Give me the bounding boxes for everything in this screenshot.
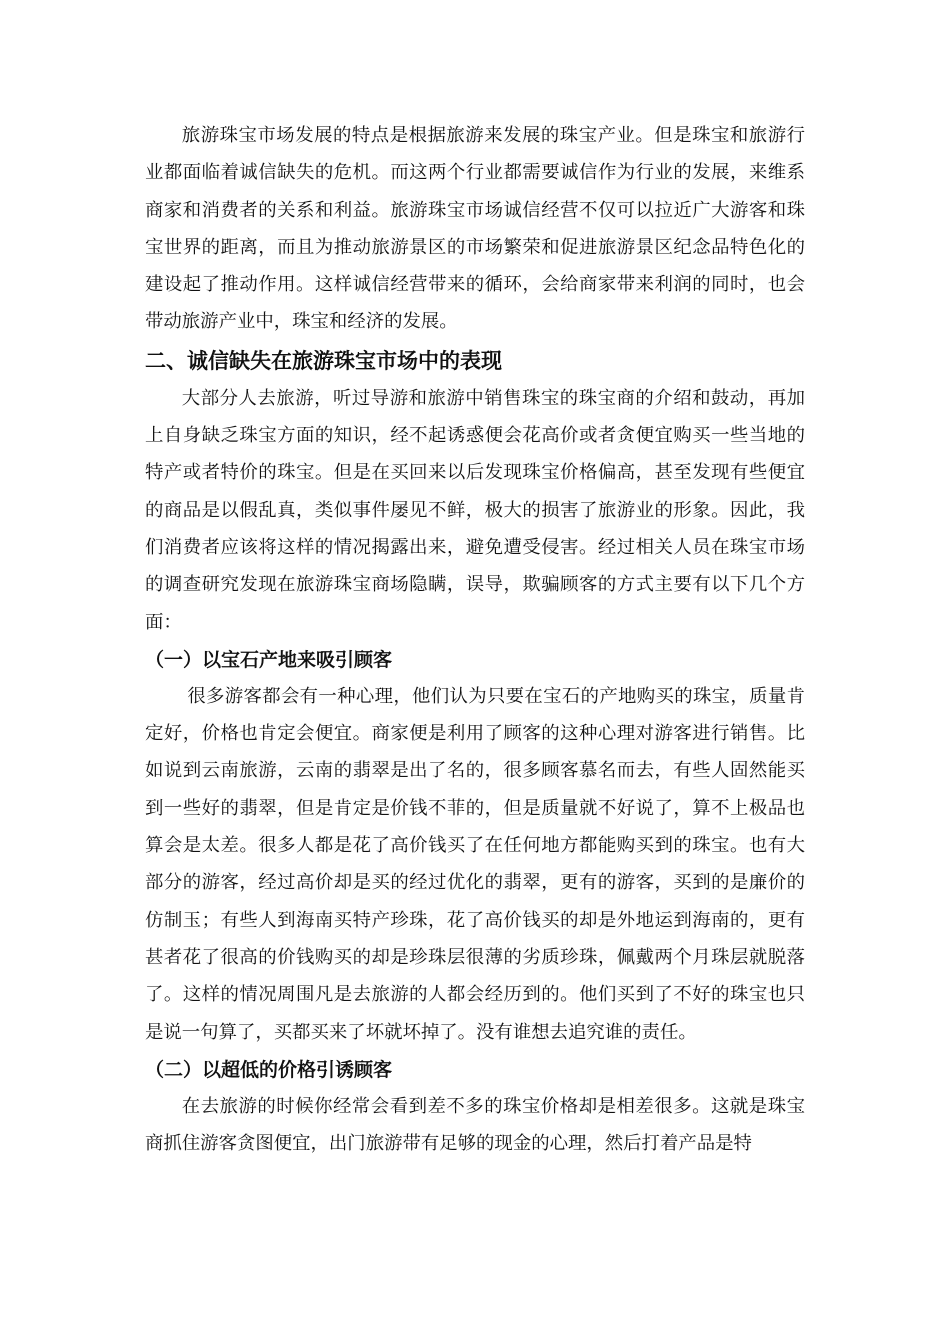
subsection-heading-low-price: （二）以超低的价格引诱顾客 — [145, 1058, 393, 1081]
body-paragraph-overview: 大部分人去旅游，听过导游和旅游中销售珠宝的珠宝商的介绍和鼓动，再加上自身缺乏珠宝方面的知识，经不起诱惑便会花高价或者贪便宜购买一些当地的特产或者特价的珠宝。但是在买回来以后发现珠宝价格偏高，甚至发现有些便宜的商品是以假乱真，类似事件屡见不鲜，极大的损害了旅游业的形象。因此，我们消费者应该将这样的情况揭露出来，避免遭受侵害。经过相关人员在珠宝市场的调查研究发现在旅游珠宝商场隐瞒，误导，欺骗顾客的方式主要有以下几个方面： — [145, 387, 805, 633]
subsection-heading-origin: （一）以宝石产地来吸引顾客 — [145, 648, 393, 671]
body-paragraph-intro: 旅游珠宝市场发展的特点是根据旅游来发展的珠宝产业。但是珠宝和旅游行业都面临着诚信缺失的危机。而这两个行业都需要诚信作为行业的发展，来维系商家和消费者的关系和利益。旅游珠宝市场诚信经营不仅可以拉近广大游客和珠宝世界的距离，而且为推动旅游景区的市场繁荣和促进旅游景区纪念品特色化的建设起了推动作用。这样诚信经营带来的循环，会给商家带来利润的同时，也会带动旅游产业中，珠宝和经济的发展。 — [145, 125, 805, 333]
document-page — [145, 117, 805, 1162]
body-paragraph-low-price: 在去旅游的时候你经常会看到差不多的珠宝价格却是相差很多。这就是珠宝商抓住游客贪图便宜，出门旅游带有足够的现金的心理，然后打着产品是特 — [145, 1095, 805, 1155]
section-heading: 二、诚信缺失在旅游珠宝市场中的表现 — [145, 348, 502, 373]
body-paragraph-origin: 很多游客都会有一种心理，他们认为只要在宝石的产地购买的珠宝，质量肯定好，价格也肯定会便宜。商家便是利用了顾客的这种心理对游客进行销售。比如说到云南旅游，云南的翡翠是出了名的，很多顾客慕名而去，有些人固然能买到一些好的翡翠，但是肯定是价钱不菲的，但是质量就不好说了，算不上极品也算会是太差。很多人都是花了高价钱买了在任何地方都能购买到的珠宝。也有大部分的游客，经过高价却是买的经过优化的翡翠，更有的游客，买到的是廉价的仿制玉；有些人到海南买特产珍珠，花了高价钱买的却是外地运到海南的，更有甚者花了很高的价钱购买的却是珍珠层很薄的劣质珍珠，佩戴两个月珠层就脱落了。这样的情况周围凡是去旅游的人都会经历到的。他们买到了不好的珠宝也只是说一句算了，买都买来了坏就坏掉了。没有谁想去追究谁的责任。 — [145, 685, 805, 1043]
